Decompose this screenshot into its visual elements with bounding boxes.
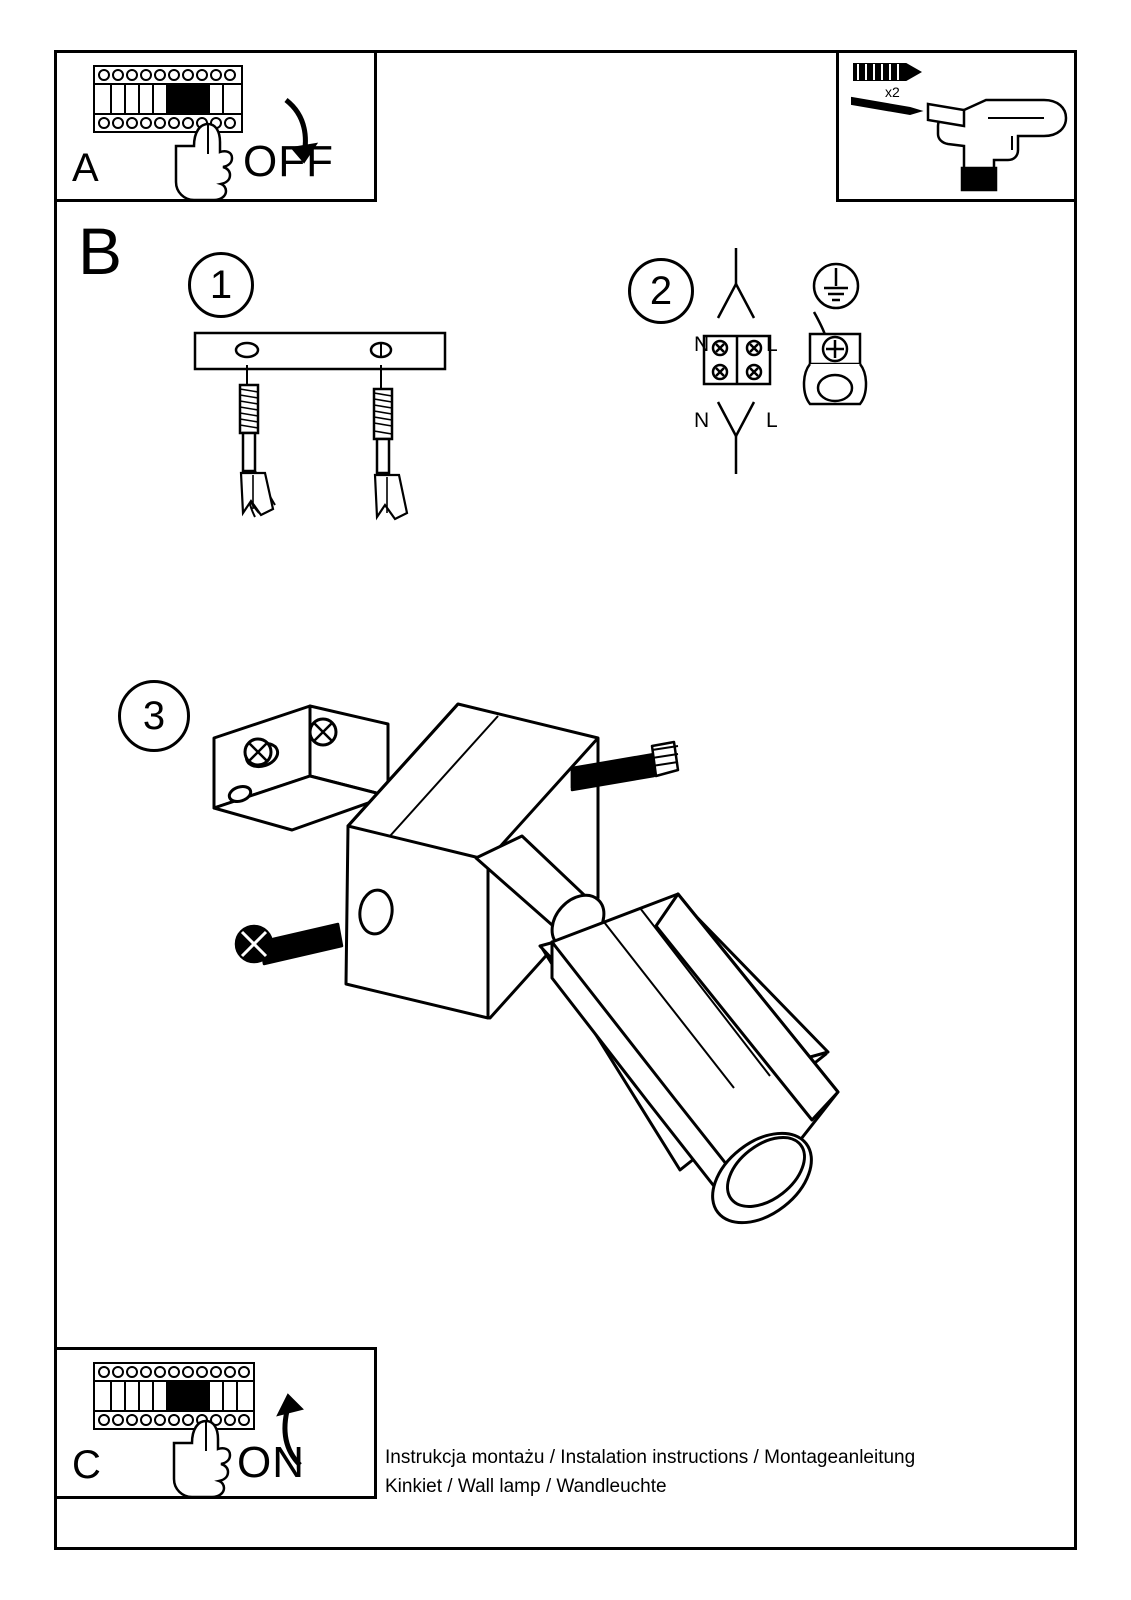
panel-tools (836, 50, 1077, 202)
step-2-badge: 2 (628, 258, 694, 324)
terminal-label-l-top: L (766, 333, 778, 356)
panel-c-state-label: ON (237, 1438, 305, 1487)
caption-block (385, 1443, 915, 1502)
terminal-label-n-top: N (694, 333, 710, 356)
caption-line-1: Instrukcja montażu / Instalation instructions / Montageanleitung (385, 1447, 916, 1468)
panel-b-label: B (78, 214, 123, 288)
terminal-label-n-bottom: N (694, 409, 710, 432)
panel-c-label: C (72, 1443, 101, 1487)
quantity-label: x2 (885, 84, 900, 100)
wall-plug-icon (854, 64, 920, 80)
step-1-badge: 1 (188, 252, 254, 318)
screw-icon (852, 98, 920, 114)
caption-line-2: Kinkiet / Wall lamp / Wandleuchte (385, 1476, 667, 1498)
mounting-bracket-drill-anchors-icon (175, 325, 545, 565)
terminal-label-l-bottom: L (766, 409, 778, 432)
earth-ground-symbol-icon (814, 264, 858, 308)
terminal-block-hand-on-icon (54, 1347, 377, 1499)
power-drill-icon (928, 100, 1066, 190)
panel-a-label: A (72, 146, 99, 190)
tools-icons-group (836, 50, 1077, 202)
terminal-connector-wiring-icon (668, 248, 888, 488)
panel-a-state-label: OFF (243, 137, 334, 186)
wall-lamp-assembly-icon (200, 690, 880, 1280)
step-3-badge: 3 (118, 680, 190, 752)
panel-c (54, 1347, 377, 1499)
